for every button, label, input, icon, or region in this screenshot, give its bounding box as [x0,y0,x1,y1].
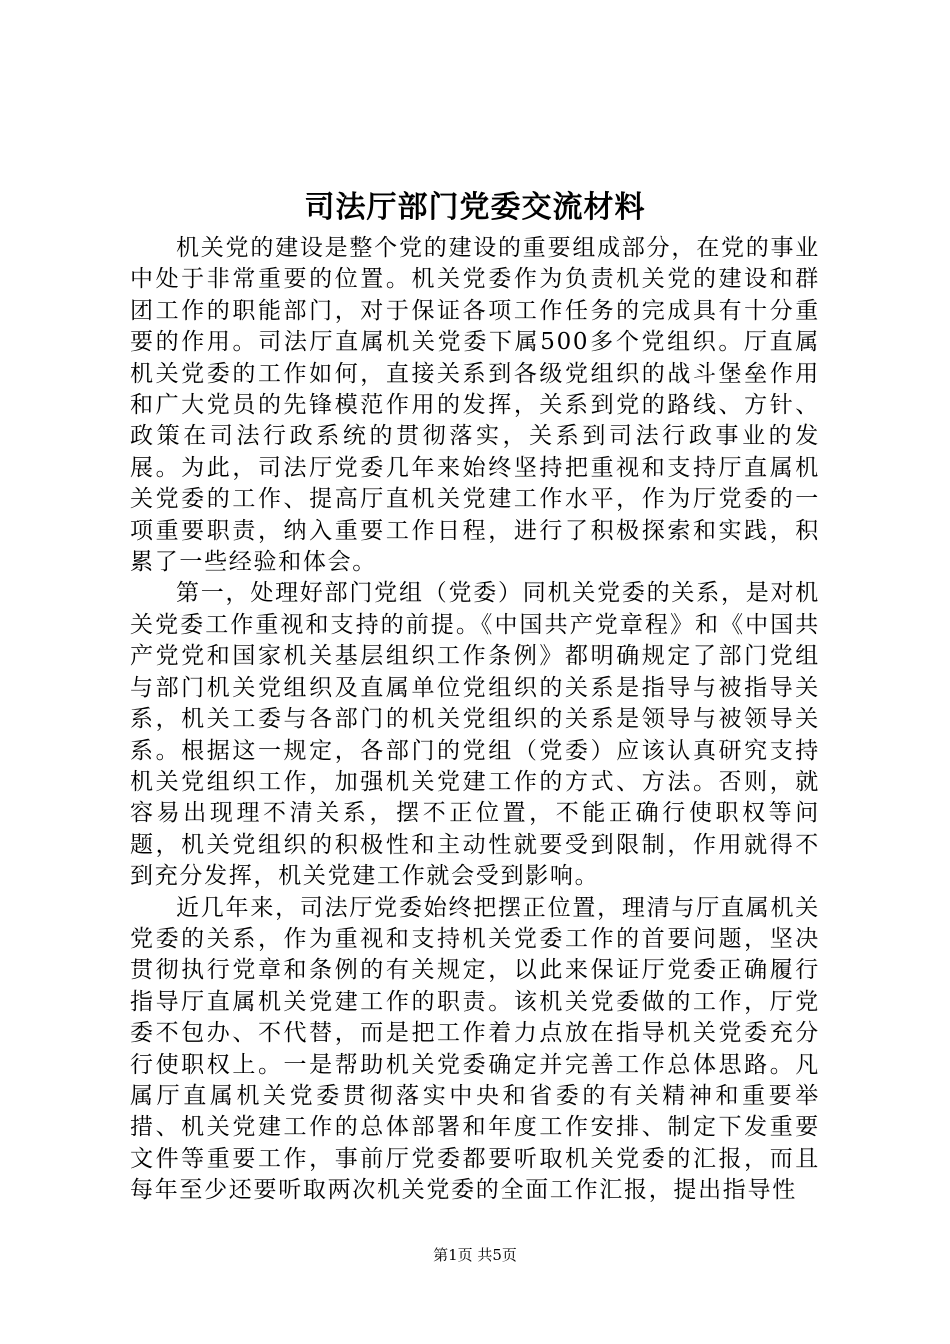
paragraph-first-point: 第一，处理好部门党组（党委）同机关党委的关系，是对机关党委工作重视和支持的前提。《中国共产党章程》和《中国共产党党和国家机关基层组织工作条例》都明确规定了部门党组与部门机关党组织及直属单位党组织的关系是指导与被指导关系，机关工委与各部门的机关党组织的关系是领导与被领导关系。根据这一规定，各部门的党组（党委）应该认真研究支持机关党组织工作，加强机关党建工作的方式、方法。否则，就容易出现理不清关系，摆不正位置，不能正确行使职权等问题，机关党组织的积极性和主动性就要受到限制，作用就得不到充分发挥，机关党建工作就会受到影响。 [130,580,820,890]
document-body [130,233,820,1207]
paragraph-recent-years: 近几年来，司法厅党委始终把摆正位置，理清与厅直属机关党委的关系，作为重视和支持机关党委工作的首要问题，坚决贯彻执行党章和条例的有关规定，以此来保证厅党委正确履行指导厅直属机关党建工作的职责。该机关党委做的工作，厅党委不包办、不代替，而是把工作着力点放在指导机关党委充分行使职权上。一是帮助机关党委确定并完善工作总体思路。凡属厅直属机关党委贯彻落实中央和省委的有关精神和重要举措、机关党建工作的总体部署和年度工作安排、制定下发重要文件等重要工作，事前厅党委都要听取机关党委的汇报，而且每年至少还要听取两次机关党委的全面工作汇报，提出指导性 [130,894,820,1204]
paragraph-intro: 机关党的建设是整个党的建设的重要组成部分，在党的事业中处于非常重要的位置。机关党委作为负责机关党的建设和群团工作的职能部门，对于保证各项工作任务的完成具有十分重要的作用。司法厅直属机关党委下属500多个党组织。厅直属机关党委的工作如何，直接关系到各级党组织的战斗堡垒作用和广大党员的先锋模范作用的发挥，关系到党的路线、方针、政策在司法行政系统的贯彻落实，关系到司法行政事业的发展。为此，司法厅党委几年来始终坚持把重视和支持厅直属机关党委的工作、提高厅直机关党建工作水平，作为厅党委的一项重要职责，纳入重要工作日程，进行了积极探索和实践，积累了一些经验和体会。 [130,235,820,576]
page-number-footer: 第1页 共5页 [433,1246,517,1264]
document-title: 司法厅部门党委交流材料 [304,190,646,225]
